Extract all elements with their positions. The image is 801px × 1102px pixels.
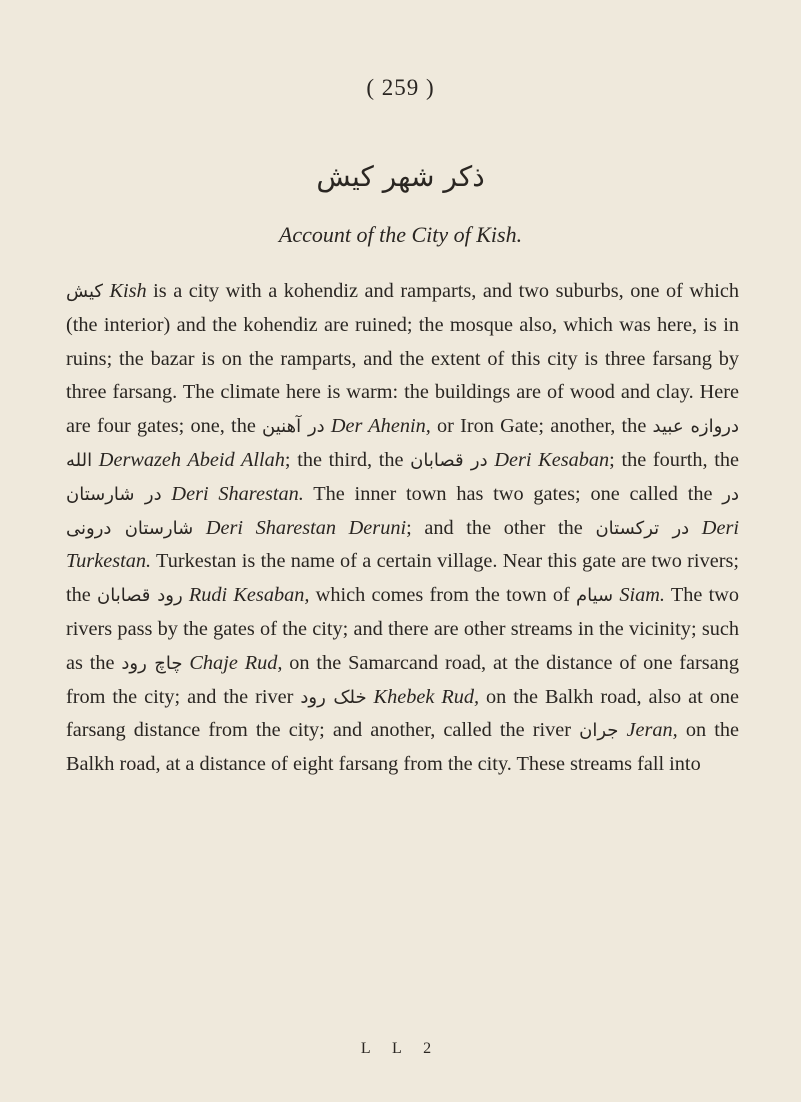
arabic-heading: ذکر شهر کیش xyxy=(316,160,485,193)
text-run: The two rivers pass by the gates of the city; and there are other streams in the vicinity; such as the xyxy=(66,584,739,674)
text-run: ; the third, the xyxy=(284,448,411,471)
arabic-term: چاچ رود xyxy=(121,652,183,674)
text-run: or Iron Gate; another, the xyxy=(430,415,653,438)
transliteration: Deri Sharestan. xyxy=(171,482,304,505)
transliteration: Derwazeh Abeid Allah xyxy=(98,448,285,471)
arabic-term: دروازه عبید الله xyxy=(66,416,739,471)
transliteration: Jeran, xyxy=(626,719,678,742)
arabic-term: در آهنین xyxy=(262,416,325,438)
transliteration: Khebek Rud, xyxy=(373,685,480,708)
text-run: ; and the other the xyxy=(406,516,596,539)
arabic-term: در ترکستان xyxy=(595,517,690,539)
body-text xyxy=(66,275,739,782)
signature-mark: L L 2 xyxy=(360,1040,441,1057)
arabic-term: در شارستان xyxy=(66,483,162,505)
paragraph xyxy=(66,275,739,782)
transliteration: Kish xyxy=(109,280,147,302)
page-title: Account of the City of Kish. xyxy=(278,222,523,247)
arabic-term: کیش xyxy=(66,281,103,302)
transliteration: Deri Sharestan Deruni xyxy=(205,516,407,539)
arabic-term: جران xyxy=(579,720,619,742)
arabic-term: رود قصابان xyxy=(97,585,183,607)
text-run: on the Balkh road, also at one farsang distance from the city; and another, called the river xyxy=(66,685,739,742)
arabic-term: سیام xyxy=(575,585,614,607)
text-run: is a city with a kohendiz and ramparts, and two suburbs, one of which (the interior) and the kohendiz are ruined; the mosque also, which was here, is in ruins; the bazar is on the ramparts, and the extent of this city is three farsang by three farsang. The climate here is warm: the buildings are of wood and clay. Here are four gates; one, the xyxy=(66,280,739,438)
arabic-term: خلک رود xyxy=(300,686,367,708)
text-run: on the Samarcand road, at the distance of one farsang from the city; and the river xyxy=(66,651,739,708)
arabic-term: در شارستان درونی xyxy=(66,483,740,539)
text-run: on the Balkh road, at a distance of eight farsang from the city. These streams fall into xyxy=(66,719,739,776)
transliteration: Chaje Rud, xyxy=(189,651,283,674)
text-run: The inner town has two gates; one called the xyxy=(303,482,723,505)
transliteration: Deri Turkestan. xyxy=(66,516,739,573)
arabic-term: در قصابان xyxy=(410,449,488,471)
transliteration: Rudi Kesaban, xyxy=(188,584,310,607)
transliteration: Siam. xyxy=(619,584,665,607)
page-number: ( 259 ) xyxy=(366,75,435,100)
text-run: ; the fourth, the xyxy=(609,448,740,471)
text-run: Turkestan is the name of a certain village. Near this gate are two rivers; the xyxy=(66,550,739,607)
transliteration: Der Ahenin, xyxy=(330,415,431,438)
transliteration: Deri Kesaban xyxy=(494,448,610,471)
text-run: which comes from the town of xyxy=(309,584,576,607)
